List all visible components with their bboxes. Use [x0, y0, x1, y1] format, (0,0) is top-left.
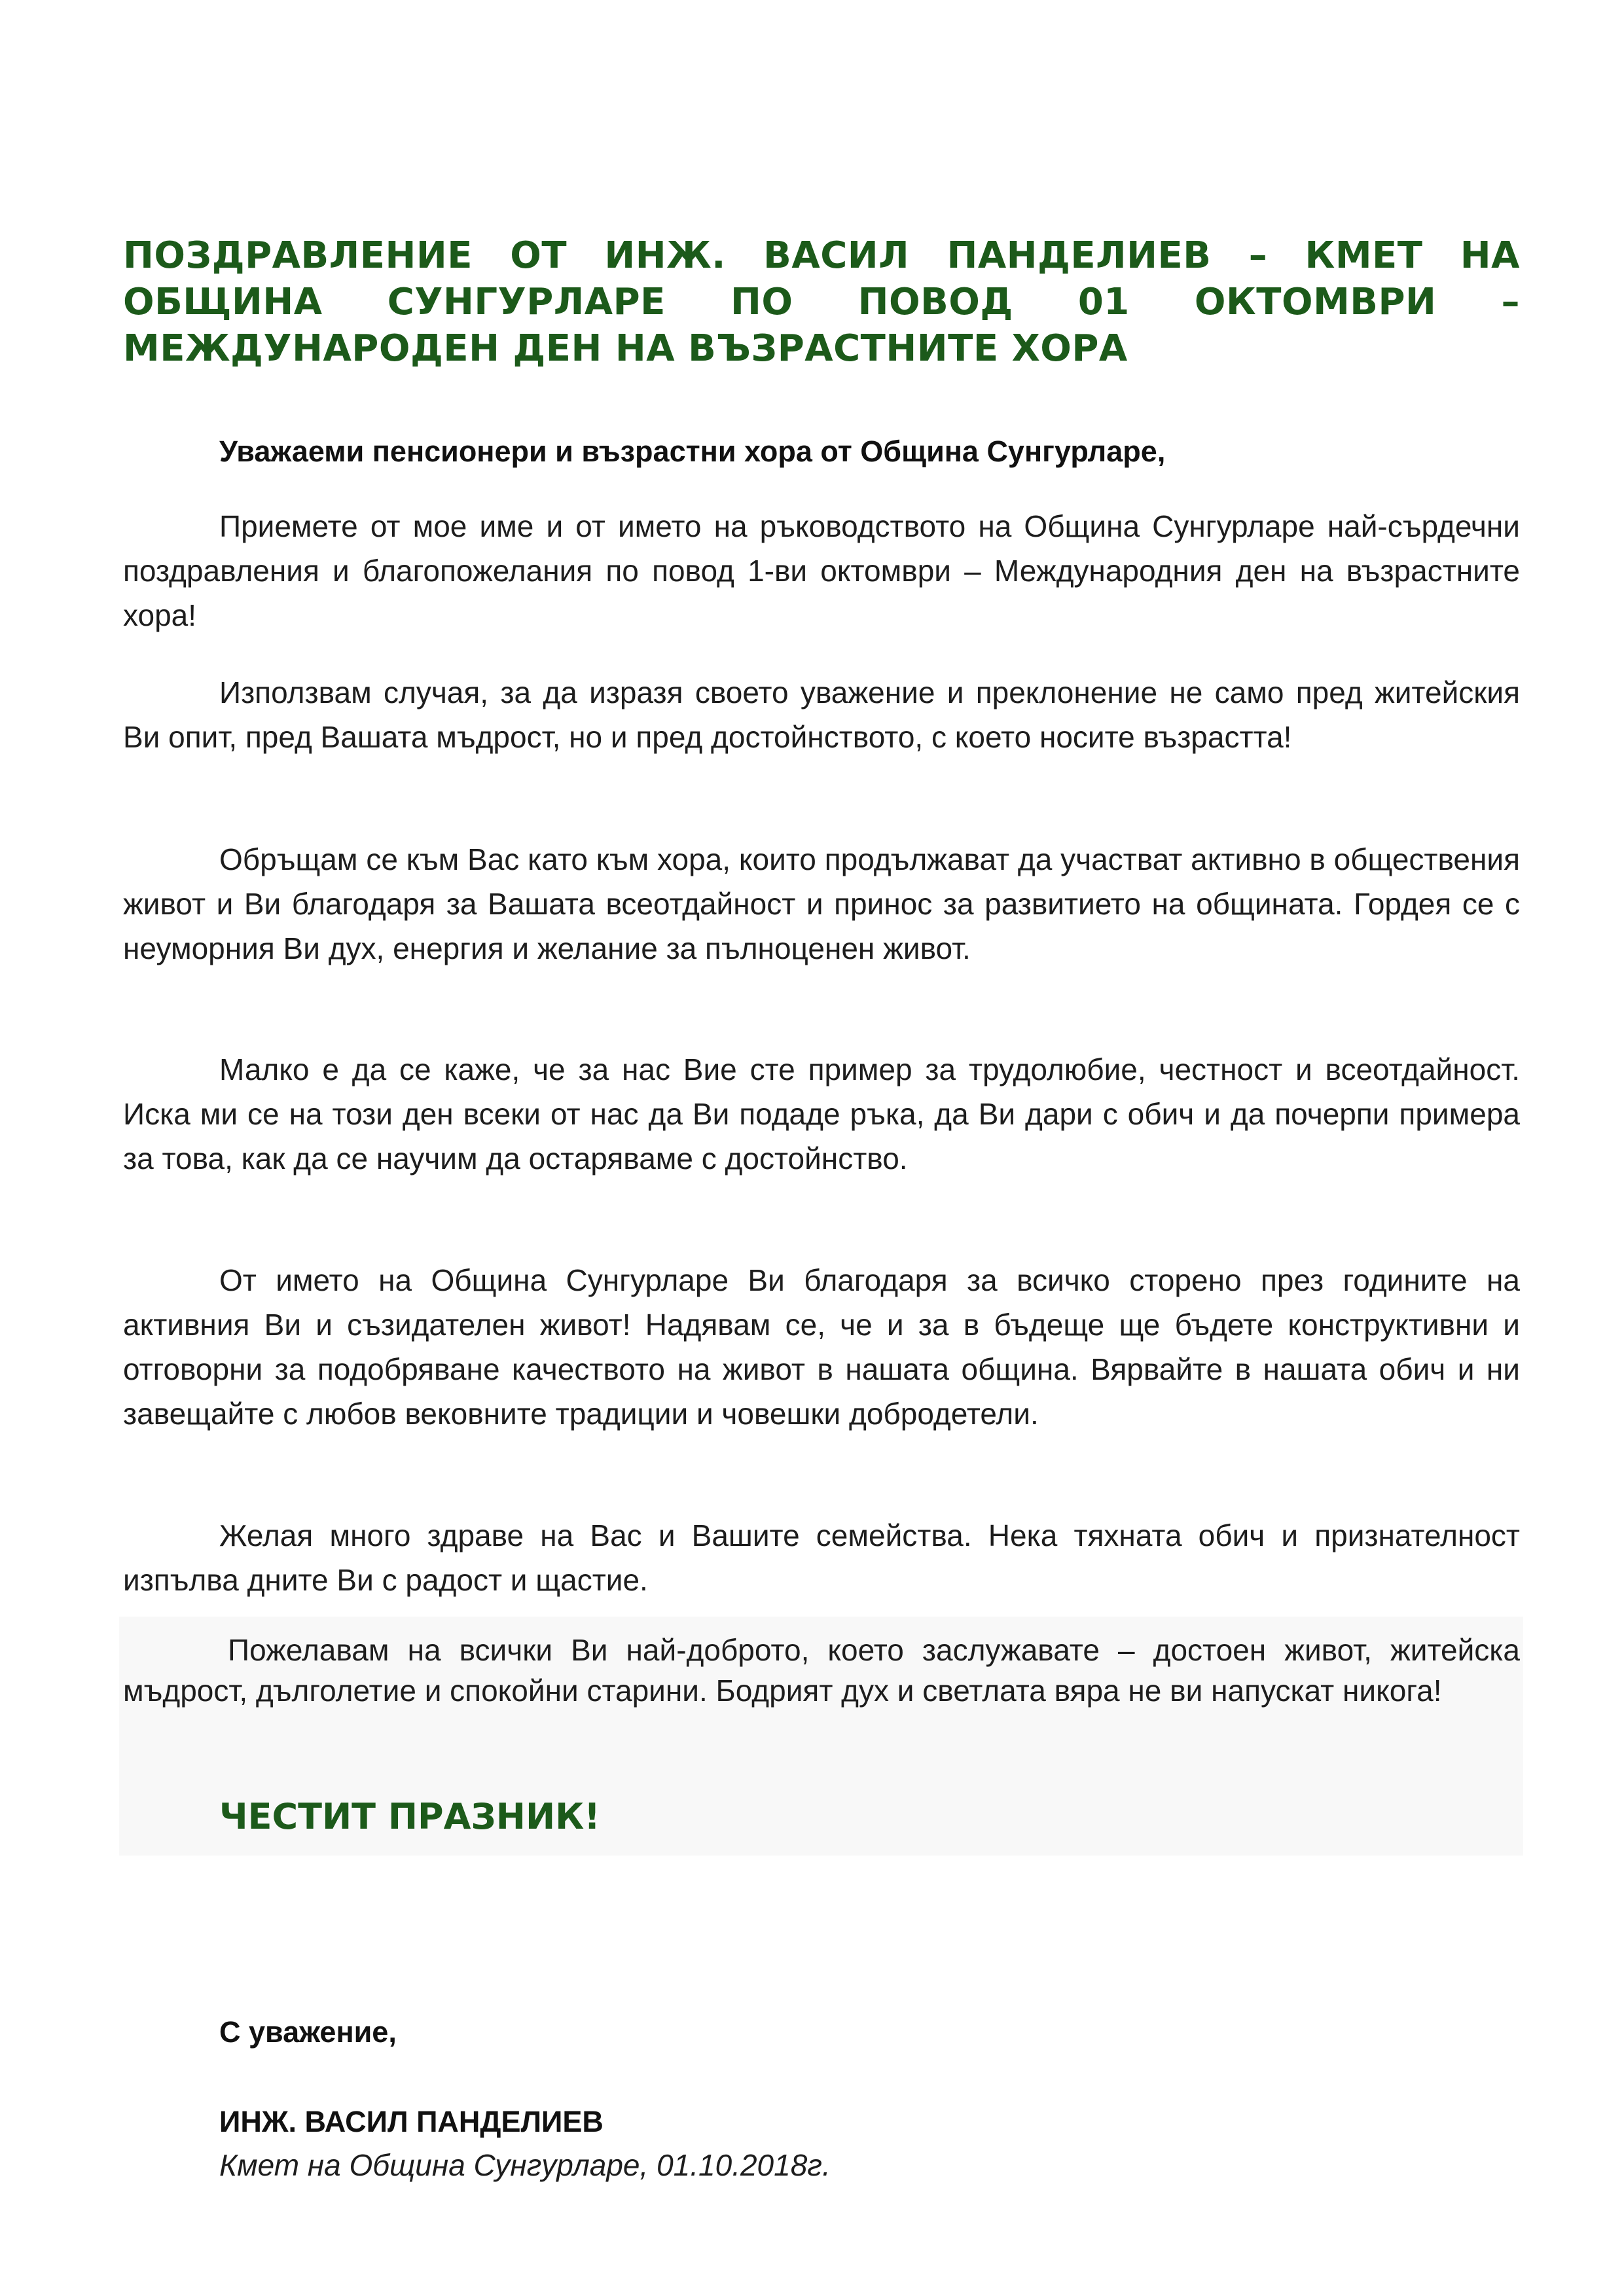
paragraph-thanks: От името на Община Сунгурларе Ви благодаря за всичко сторено през годините на активния Ви и съзидателен живот! Надявам се, че и за в бъдеще ще бъдете конструктивни и отговорни за подобряване качеството на живот в нашата община. Вярвайте в нашата обич и ни завещайте с любов вековните традиции и човешки добродетели. [123, 1263, 1520, 1431]
paragraph-health-wishes: Желая много здраве на Вас и Вашите семейства. Нека тяхната обич и признателност изпълва дните Ви с радост и щастие. [123, 1518, 1520, 1597]
salutation: Уважаеми пенсионери и възрастни хора от Община Сунгурларе, [219, 435, 1166, 468]
celebration-heading: ЧЕСТИТ ПРАЗНИК! [219, 1796, 600, 1837]
signatory-name: ИНЖ. ВАСИЛ ПАНДЕЛИЕВ [219, 2105, 604, 2138]
paragraph-respect: Използвам случая, за да изразя своето уважение и преклонение не само пред житейския Ви опит, пред Вашата мъдрост, но и пред достойнството, с което носите възрастта! [123, 675, 1520, 754]
signatory-role: Кмет на Община Сунгурларе, 01.10.2018г. [219, 2148, 831, 2182]
paragraph-example: Малко е да се каже, че за нас Вие сте пример за трудолюбие, честност и всеотдайност. Иска ми се на този ден всеки от нас да Ви подаде ръка, да Ви дари с обич и да почерпи примера за това, как да се научим да остаряваме с достойнство. [123, 1052, 1520, 1175]
paragraph-gratitude: Обръщам се към Вас като към хора, които продължават да участват активно в обществения живот и Ви благодаря за Вашата всеотдайност и принос за развитието на общината. Гордея се с неуморния Ви дух, енергия и желание за пълноценен живот. [123, 842, 1520, 965]
paragraph-closing-wish: Пожелавам на всички Ви най-доброто, което заслужавате – достоен живот, житейска мъдрост, дълголетие и спокойни старини. Бодрият дух и светлата вяра не ви напускат никога! [123, 1633, 1520, 1708]
document-title: ПОЗДРАВЛЕНИЕ ОТ ИНЖ. ВАСИЛ ПАНДЕЛИЕВ – КМЕТ НА ОБЩИНА СУНГУРЛАРЕ ПО ПОВОД 01 ОКТОМВРИ – МЕЖДУНАРОДЕН ДЕН НА ВЪЗРАСТНИТЕ ХОРА [123, 234, 1520, 370]
paragraph-greeting: Приемете от мое име и от името на ръководството на Община Сунгурларе най-сърдечни поздравления и благопожелания по повод 1-ви октомври – Международния ден на възрастните хора! [123, 509, 1520, 632]
regards-line: С уважение, [219, 2015, 397, 2049]
